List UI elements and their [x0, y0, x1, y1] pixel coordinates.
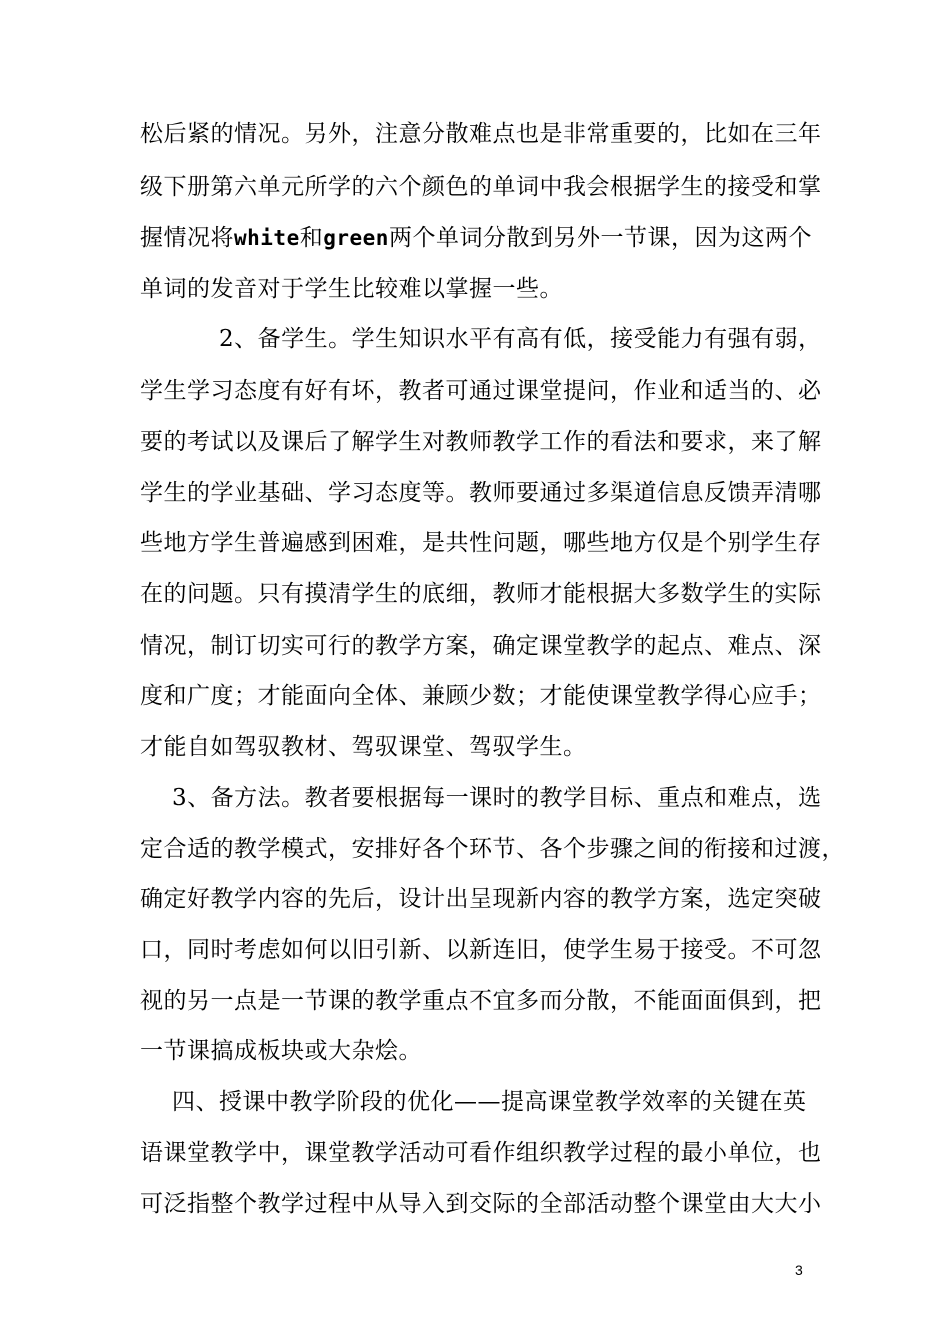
text-line: 口，同时考虑如何以旧引新、以新连旧，使学生易于接受。不可忽 — [140, 937, 822, 963]
text-line: 单词的发音对于学生比较难以掌握一些。 — [140, 276, 563, 302]
text-segment: 两个单词分散到另外一节课，因为这两个 — [388, 225, 812, 251]
text-line: 才能自如驾驭教材、驾驭课堂、驾驭学生。 — [140, 734, 587, 760]
text-line: 定合适的教学模式，安排好各个环节、各个步骤之间的衔接和过渡， — [140, 836, 845, 862]
english-word: white — [234, 226, 300, 250]
section-heading: 四、授课中教学阶段的优化——提高课堂教学效率的关键在英 — [172, 1089, 807, 1115]
text-line: 学生的学业基础、学习态度等。教师要通过多渠道信息反馈弄清哪 — [140, 480, 822, 506]
page-number: 3 — [795, 1262, 803, 1278]
text-line: 学生学习态度有好有坏，教者可通过课堂提问，作业和适当的、必 — [140, 378, 822, 404]
text-line: 松后紧的情况。另外，注意分散难点也是非常重要的，比如在三年 — [140, 121, 822, 147]
text-line: 在的问题。只有摸清学生的底细，教师才能根据大多数学生的实际 — [140, 581, 822, 607]
text-line-mixed — [140, 223, 812, 253]
paragraph-start: 3、备方法。教者要根据每一课时的教学目标、重点和难点，选 — [172, 785, 822, 811]
english-word: green — [323, 226, 389, 250]
text-line: 级下册第六单元所学的六个颜色的单词中我会根据学生的接受和掌 — [140, 174, 822, 200]
text-line: 度和广度；才能面向全体、兼顾少数；才能使课堂教学得心应手； — [140, 683, 822, 709]
text-line: 视的另一点是一节课的教学重点不宜多而分散，不能面面俱到，把 — [140, 988, 822, 1014]
text-segment: 和 — [299, 225, 324, 251]
text-line: 一节课搞成板块或大杂烩。 — [140, 1038, 422, 1064]
text-line: 语课堂教学中，课堂教学活动可看作组织教学过程的最小单位，也 — [140, 1140, 822, 1166]
paragraph-start: 2、备学生。学生知识水平有高有低，接受能力有强有弱， — [219, 326, 822, 352]
text-line: 确定好教学内容的先后，设计出呈现新内容的教学方案，选定突破 — [140, 886, 822, 912]
text-line: 情况，制订切实可行的教学方案，确定课堂教学的起点、难点、深 — [140, 633, 822, 659]
text-line: 可泛指整个教学过程中从导入到交际的全部活动整个课堂由大大小 — [140, 1191, 822, 1217]
text-line: 些地方学生普遍感到困难，是共性问题，哪些地方仅是个别学生存 — [140, 530, 822, 556]
text-segment: 握情况将 — [140, 225, 234, 251]
text-line: 要的考试以及课后了解学生对教师教学工作的看法和要求，来了解 — [140, 429, 822, 455]
